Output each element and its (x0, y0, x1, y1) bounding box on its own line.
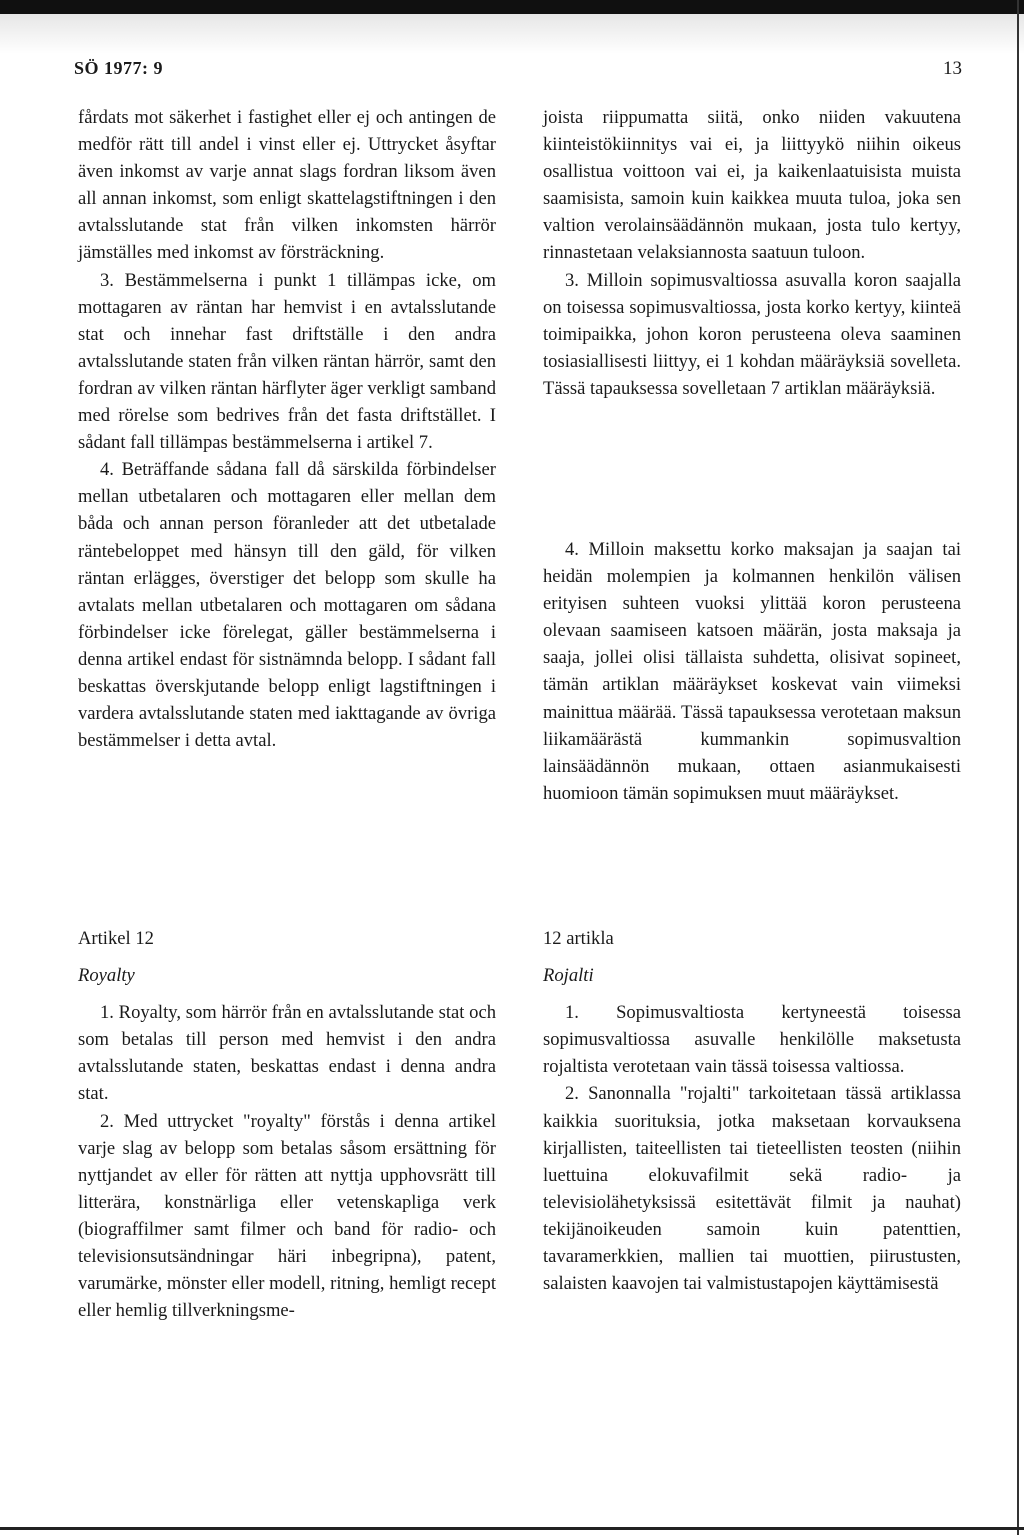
bottom-border (0, 1527, 1024, 1530)
swedish-article-12-paragraph-1: 1. Royalty, som härrör från en avtalsslutande stat och som betalas till person med hemvist i den andra avtalsslutande staten, beskattas endast i denna andra stat. (78, 1002, 496, 1105)
swedish-intro-paragraph: fårdats mot säkerhet i fastighet eller ej och antingen de medför rätt till andel i vinst eller ej. Uttrycket åsyftar även inkomst av varje annat slags fordran liksom även all annan inkomst, som enligt skattelagstiftningen i den avtalsslutande stat från vilken inkomsten härrör jämställes med inkomst av försträckning. (78, 107, 496, 264)
top-border (0, 0, 1024, 14)
scan-shadow (0, 14, 1024, 54)
finnish-article-heading: 12 artikla (543, 928, 614, 949)
finnish-paragraph-4: 4. Milloin maksettu korko maksajan ja saajan tai heidän molempien ja kolmannen henkilön välisen erityisen suhteen vuoksi ylittää koron perusteena olevaan saamiseen katsoen määrän, josta maksaja ja saaja, jollei olisi tällaista suhdetta, olisivat sopineet, tämän artiklan määräykset koskevat vain viimeksi mainittua määrää. Tässä tapauksessa verotetaan maksun liikamäärästä kummankin sopimusvaltion lainsäädännön mukaan, ottaen asianmukaisesti huomioon tämän sopimuksen muut määräykset. (543, 539, 961, 804)
finnish-column-top (543, 104, 961, 402)
finnish-article-subheading: Rojalti (543, 965, 594, 987)
finnish-intro-paragraph: joista riippumatta siitä, onko niiden vakuutena kiinteistökiinnitys vai ei, ja liittyykö niihin oikeus osallistua voittoon vai ei, ja kaikenlaatuisista muista saamisista, samoin kuin kaikkea muuta tuloa, joka sen valtion verolainsäädännön mukaan, josta tulo kertyy, rinnastetaan velaksiannosta saatuun tuloon. (543, 107, 961, 264)
swedish-article-subheading: Royalty (78, 965, 135, 987)
finnish-column-article (543, 925, 961, 1297)
finnish-column-paragraph-4 (543, 536, 961, 807)
finnish-paragraph-3: 3. Milloin sopimusvaltiossa asuvalla koron saajalla on toisessa sopimusvaltiossa, josta korko kertyy, kiinteä toimipaikka, johon koron perusteena oleva saaminen tosiasiallisesti liittyy, ei 1 kohdan määräyksiä sovelleta. Tässä tapauksessa sovelletaan 7 artiklan määräyksiä. (543, 269, 961, 399)
swedish-paragraph-3: 3. Bestämmelserna i punkt 1 tillämpas icke, om mottagaren av räntan har hemvist i en avtalsslutande stat och innehar fast driftställe i den andra avtalsslutande staten från vilken räntan härrör, samt den fordran av vilken räntan härflyter äger verkligt samband med rörelse som bedrives från det fasta driftstället. I sådant fall tillämpas bestämmelserna i artikel 7. (78, 269, 496, 454)
page-header (74, 58, 962, 86)
finnish-article-12-paragraph-2: 2. Sanonnalla "rojalti" tarkoitetaan tässä artiklassa kaikkia suorituksia, jotka maksetaan korvauksena kirjallisten, taiteellisten tai tieteellisten teosten (niihin luettuina elokuvafilmit sekä radio- ja televisiolähetyksissä esitettävät filmit ja nauhat) tekijänoikeuden samoin kuin patenttien, tavaramerkkien, mallien tai muottien, piirustusten, salaisten kaavojen tai valmistustapojen käyttämisestä (543, 1083, 961, 1295)
finnish-article-12-paragraph-1: 1. Sopimusvaltiosta kertyneestä toisessa sopimusvaltiossa asuvalle henkilölle maksetusta rojaltista verotetaan vain tässä toisessa valtiossa. (543, 1002, 961, 1078)
swedish-article-heading: Artikel 12 (78, 928, 154, 949)
right-border (1017, 0, 1019, 1535)
swedish-column-top (78, 104, 496, 754)
page-number: 13 (943, 58, 962, 79)
swedish-paragraph-4: 4. Beträffande sådana fall då särskilda förbindelser mellan utbetalaren och mottagaren eller mellan dem båda och annan person föranleder att det utbetalade räntebeloppet med hänsyn till den gäld, för vilken räntan erlägges, överstiger det belopp som skulle ha avtalats mellan utbetalaren och mottagaren om sådana förbindelser icke förelegat, gäller bestämmelserna i denna artikel endast för sistnämnda belopp. I sådant fall beskattas överskjutande belopp enligt lagstiftningen i vardera avtalsslutande staten med iakttagande av övriga bestämmelser i detta avtal. (78, 459, 496, 752)
document-reference: SÖ 1977: 9 (74, 58, 164, 78)
swedish-column-article (78, 925, 496, 1324)
swedish-article-12-paragraph-2: 2. Med uttrycket "royalty" förstås i denna artikel varje slag av belopp som betalas såsom ersättning för nyttjandet av eller för rätten att nyttja upphovsrätt till litterära, konstnärliga eller vetenskapliga verk (biograffilmer samt filmer och band för radio- och televisionsutsändningar häri inbegripna), patent, varumärke, mönster eller modell, ritning, hemligt recept eller hemlig tillverkningsme- (78, 1110, 496, 1322)
